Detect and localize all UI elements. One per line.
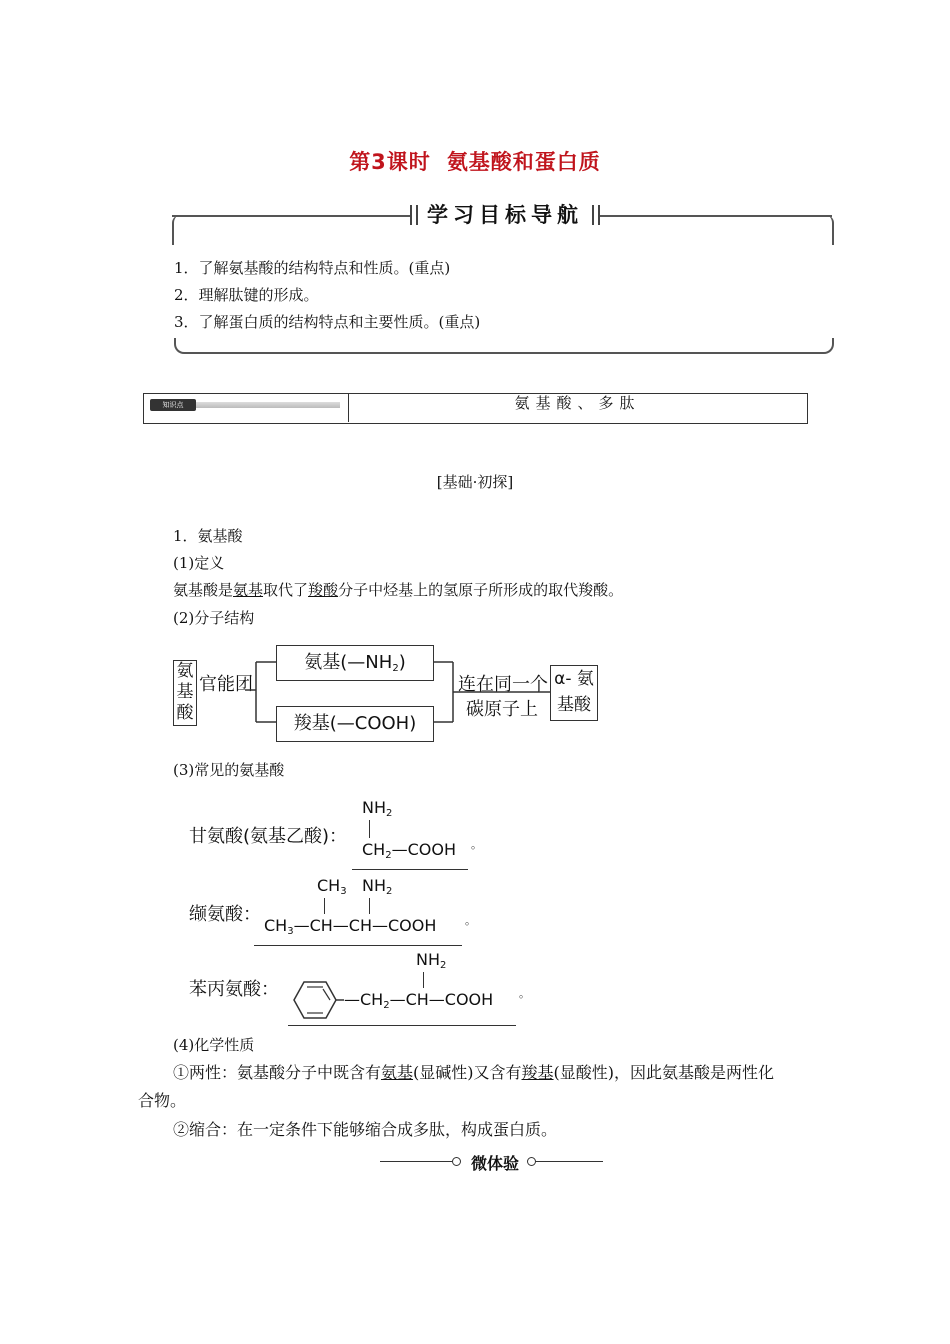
- answer-underline: 羧酸: [308, 581, 339, 599]
- goal-item: 3．了解蛋白质的结构特点和主要性质。(重点): [174, 313, 481, 331]
- text: 分子中烃基上的氢原子所形成的取代羧酸。: [338, 581, 624, 599]
- char: 基: [176, 682, 194, 702]
- heading-definition: (1)定义: [173, 554, 225, 572]
- knowledge-point-title: 氨基酸、多肽: [514, 394, 641, 412]
- diagram-functional-group-label: 官能团: [199, 674, 253, 695]
- subscript: 2: [385, 850, 392, 861]
- lesson-topic: 氨基酸和蛋白质: [446, 150, 601, 174]
- property-amphoteric: [173, 1063, 774, 1083]
- glycine-formula: [362, 840, 456, 861]
- period: 。: [519, 987, 530, 1000]
- subscript: 2: [440, 960, 447, 971]
- phe-formula: [344, 990, 493, 1011]
- subscript: 3: [340, 886, 347, 897]
- period: 。: [465, 914, 476, 927]
- cooh: —COOH: [391, 840, 456, 859]
- heading-chemical-properties: (4)化学性质: [173, 1036, 255, 1054]
- valine-formula: [264, 916, 436, 937]
- ch: CH: [317, 876, 341, 895]
- char: 酸: [176, 703, 194, 723]
- answer-line: [352, 869, 468, 870]
- phenylalanine-name: 苯丙氨酸：: [189, 979, 279, 1000]
- answer-underline: 氨基: [233, 581, 264, 599]
- chain: —CH—COOH: [389, 990, 494, 1009]
- text: (显碱性)又含有: [413, 1063, 522, 1082]
- text: ①两性：氨基酸分子中既含有: [173, 1063, 382, 1082]
- text: (显酸性)，因此氨基酸是两性化: [553, 1063, 775, 1082]
- valine-ch3: [317, 876, 347, 897]
- subscript: 2: [383, 1000, 390, 1011]
- diagram-link-line2: 碳原子上: [466, 699, 538, 720]
- heading-amino-acid: 1．氨基酸: [173, 527, 243, 545]
- subscript: 2: [392, 663, 399, 674]
- subscript: 2: [386, 886, 393, 897]
- chain: —CH—CH—COOH: [293, 916, 437, 935]
- subscript: 2: [386, 808, 393, 819]
- result-line: 基酸: [557, 695, 591, 715]
- bond-vertical: [423, 972, 424, 988]
- nh: NH: [416, 950, 440, 969]
- benzene-ring-icon: [282, 976, 348, 1024]
- glycine-name: 甘氨酸(氨基乙酸)：: [189, 826, 348, 847]
- mini-experience-title: 微体验: [470, 1154, 519, 1173]
- section-tag: [基础·初探]: [436, 473, 514, 491]
- subscript: 3: [287, 926, 294, 937]
- amino-group-text: 氨基(—NH: [304, 652, 393, 673]
- ch: —CH: [344, 990, 384, 1009]
- glycine-nh2: [362, 798, 392, 819]
- text: 取代了: [263, 581, 309, 599]
- result-line: α- 氨: [554, 669, 594, 689]
- valine-nh2: [362, 876, 392, 897]
- property-condensation: ②缩合：在一定条件下能够缩合成多肽，构成蛋白质。: [173, 1120, 558, 1139]
- phe-nh2: [416, 950, 446, 971]
- text: 氨基酸是: [173, 581, 234, 599]
- bond-vertical: [369, 898, 370, 914]
- property-amphoteric-cont: 合物。: [138, 1091, 187, 1110]
- diagram-amino-group-box: [276, 645, 434, 681]
- answer-line: [254, 945, 462, 946]
- answer-underline: 羧基: [521, 1063, 554, 1082]
- nh: NH: [362, 876, 386, 895]
- bond-vertical: [369, 820, 370, 838]
- goal-item: 1．了解氨基酸的结构特点和性质。(重点): [174, 259, 451, 277]
- diagram-link-line1: 连在同一个: [458, 674, 548, 695]
- knowledge-point-badge: 知识点: [150, 399, 196, 411]
- ch: CH: [264, 916, 288, 935]
- goals-header: 学习目标导航: [410, 200, 600, 230]
- ch: CH: [362, 840, 386, 859]
- period: 。: [471, 838, 482, 851]
- answer-line: [288, 1025, 516, 1026]
- heading-structure: (2)分子结构: [173, 609, 255, 627]
- heading-common-amino-acids: (3)常见的氨基酸: [173, 761, 285, 779]
- lesson-number: 第3课时: [349, 150, 431, 174]
- diagram-alpha-amino-acid-box: [550, 665, 598, 721]
- answer-underline: 氨基: [381, 1063, 414, 1082]
- goal-item: 2．理解肽键的形成。: [174, 286, 319, 304]
- char: 氨: [176, 661, 194, 681]
- bond-vertical: [324, 898, 325, 914]
- amino-group-close: ): [398, 652, 406, 673]
- nh: NH: [362, 798, 386, 817]
- diagram-carboxyl-group-box: 羧基(—COOH): [276, 706, 434, 742]
- valine-name: 缬氨酸：: [189, 904, 261, 925]
